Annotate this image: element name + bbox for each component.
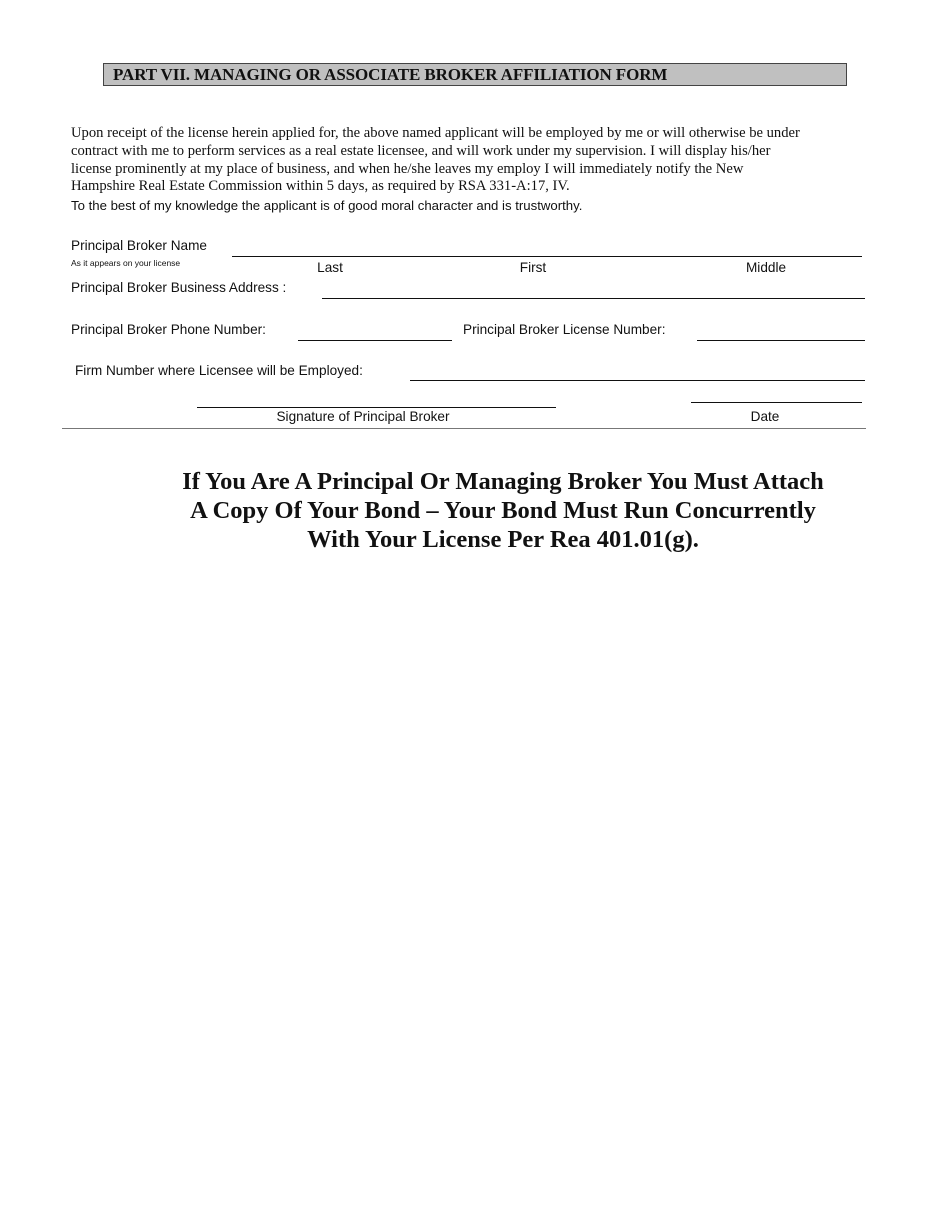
phone-label: Principal Broker Phone Number: <box>71 322 266 337</box>
license-label: Principal Broker License Number: <box>463 322 666 337</box>
firm-label: Firm Number where Licensee will be Employed: <box>75 363 363 378</box>
license-input-line[interactable] <box>697 340 865 341</box>
signature-line[interactable] <box>197 407 556 408</box>
signature-caption: Signature of Principal Broker <box>276 409 450 424</box>
address-input-line[interactable] <box>322 298 865 299</box>
address-label: Principal Broker Business Address : <box>71 280 287 295</box>
section-title: PART VII. MANAGING OR ASSOCIATE BROKER AFFILIATION FORM <box>113 65 668 84</box>
name-last-caption: Last <box>317 260 343 275</box>
firm-input-line[interactable] <box>410 380 865 381</box>
name-first-caption: First <box>519 260 547 275</box>
statement-line-3: license prominently at my place of business, and when he/she leaves my employ I will immediately notify the New <box>71 161 744 177</box>
phone-input-line[interactable] <box>298 340 452 341</box>
bond-notice-line-3: With Your License Per Rea 401.01(g). <box>307 526 699 553</box>
name-middle-caption: Middle <box>745 260 787 275</box>
section-divider <box>62 428 866 429</box>
character-statement: To the best of my knowledge the applicant is of good moral character and is trustworthy. <box>71 198 583 213</box>
section-header <box>103 63 847 86</box>
bond-notice-line-2: A Copy Of Your Bond – Your Bond Must Run Concurrently <box>190 497 816 524</box>
date-line[interactable] <box>691 402 862 403</box>
name-label: Principal Broker Name <box>71 238 207 253</box>
name-input-line[interactable] <box>232 256 862 257</box>
statement-line-1: Upon receipt of the license herein applied for, the above named applicant will be employed by me or will otherwise be under <box>71 125 800 141</box>
statement-line-4: Hampshire Real Estate Commission within 5 days, as required by RSA 331-A:17, IV. <box>71 178 570 194</box>
bond-notice-line-1: If You Are A Principal Or Managing Broker You Must Attach <box>182 468 824 495</box>
date-caption: Date <box>750 409 780 424</box>
statement-line-2: contract with me to perform services as a real estate licensee, and will work under my supervision. I will display his/her <box>71 143 771 159</box>
name-note: As it appears on your license <box>71 258 181 268</box>
